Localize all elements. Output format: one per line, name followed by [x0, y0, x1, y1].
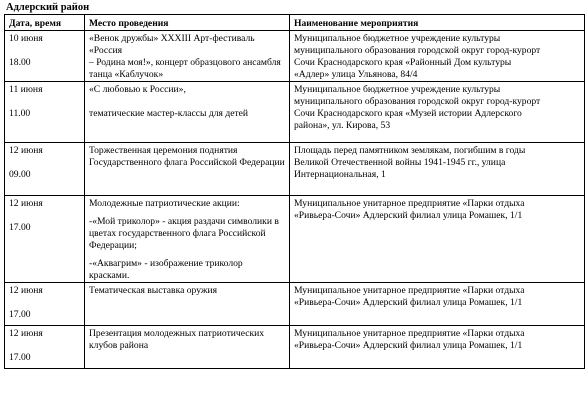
date-cell: [5, 31, 85, 82]
venue-line: Муниципальное унитарное предприятие «Парки отдыха: [294, 198, 525, 209]
event-line: «Венок дружбы» XXXIII Арт-фестиваль «Россия: [89, 33, 255, 56]
event-time: 17.00: [9, 222, 31, 233]
date-cell: [5, 143, 85, 196]
event-cell: [85, 283, 290, 326]
event-line: цветах государственного флага Российской: [89, 228, 266, 239]
event-line: Торжественная церемония поднятия: [89, 145, 238, 156]
event-line: Презентация молодежных патриотических: [89, 328, 265, 339]
event-line: – Родина моя!», концерт образцового ансамбля: [89, 57, 281, 68]
event-date: 12 июня: [9, 285, 43, 296]
venue-line: Муниципальное унитарное предприятие «Парки отдыха: [294, 328, 525, 339]
venue-cell: [290, 143, 585, 196]
venue-cell: [290, 31, 585, 82]
venue-line: муниципального образования городской округ город-курорт: [294, 96, 541, 107]
event-time: 18.00: [9, 57, 31, 68]
venue-line: Интернациональная, 1: [294, 169, 386, 180]
event-line: Государственного флага Российской Федерации: [89, 157, 285, 168]
venue-line: «Адлер» улица Ульянова, 84/4: [294, 69, 418, 80]
events-table: [4, 14, 585, 369]
event-line: -«Мой триколор» - акция раздачи символики в: [89, 216, 279, 227]
table-row: [5, 283, 585, 326]
event-time: 17.00: [9, 309, 31, 320]
venue-line: Муниципальное унитарное предприятие «Парки отдыха: [294, 285, 525, 296]
event-line: тематические мастер-классы для детей: [89, 108, 249, 119]
event-time: 11.00: [9, 108, 31, 119]
event-line: танца «Каблучок»: [89, 69, 164, 80]
event-time: 17.00: [9, 352, 31, 363]
table-row: [5, 196, 585, 283]
venue-line: Площадь перед памятником землякам, погибшим в годы: [294, 145, 526, 156]
event-title: Молодежные патриотические акции:: [89, 198, 240, 209]
table-row: [5, 326, 585, 369]
table-row: [5, 82, 585, 143]
venue-cell: [290, 196, 585, 283]
district-heading: Адлерский район: [6, 2, 90, 13]
date-cell: [5, 82, 85, 143]
header-event-name: Наименование мероприятия: [290, 15, 585, 31]
date-cell: [5, 196, 85, 283]
header-date-time: Дата, время: [5, 15, 85, 31]
event-cell: [85, 82, 290, 143]
event-time: 09.00: [9, 169, 31, 180]
venue-cell: [290, 82, 585, 143]
date-cell: [5, 326, 85, 369]
event-cell: [85, 196, 290, 283]
venue-line: «Ривьера-Сочи» Адлерский филиал улица Ромашек, 1/1: [294, 210, 523, 221]
event-cell: [85, 143, 290, 196]
event-cell: [85, 31, 290, 82]
event-date: 10 июня: [9, 33, 43, 44]
venue-line: Великой Отечественной войны 1941-1945 гг., улица: [294, 157, 506, 168]
event-date: 12 июня: [9, 145, 43, 156]
event-line: клубов района: [89, 340, 149, 351]
table-header-row: [5, 15, 585, 31]
table-row: [5, 143, 585, 196]
venue-line: «Ривьера-Сочи» Адлерский филиал улица Ромашек, 1/1: [294, 297, 523, 308]
event-line: Тематическая выставка оружия: [89, 285, 218, 296]
venue-line: Муниципальное бюджетное учреждение культуры: [294, 33, 501, 44]
venue-line: «Ривьера-Сочи» Адлерский филиал улица Ромашек, 1/1: [294, 340, 523, 351]
venue-line: района», ул. Кирова, 53: [294, 120, 391, 131]
table-row: [5, 31, 585, 82]
event-cell: [85, 326, 290, 369]
venue-line: Сочи Краснодарского края «Районный Дом культуры: [294, 57, 512, 68]
venue-cell: [290, 326, 585, 369]
venue-line: муниципального образования городской округ город-курорт: [294, 45, 541, 56]
event-line: «С любовью к России»,: [89, 84, 186, 95]
event-date: 12 июня: [9, 328, 43, 339]
venue-cell: [290, 283, 585, 326]
header-place: Место проведения: [85, 15, 290, 31]
event-line: Федерации;: [89, 240, 137, 251]
date-cell: [5, 283, 85, 326]
event-line: -«Аквагрим» - изображение триколор красками.: [89, 258, 243, 281]
event-date: 11 июня: [9, 84, 43, 95]
venue-line: Муниципальное бюджетное учреждение культуры: [294, 84, 501, 95]
event-date: 12 июня: [9, 198, 43, 209]
venue-line: Сочи Краснодарского края «Музей истории Адлерского: [294, 108, 522, 119]
